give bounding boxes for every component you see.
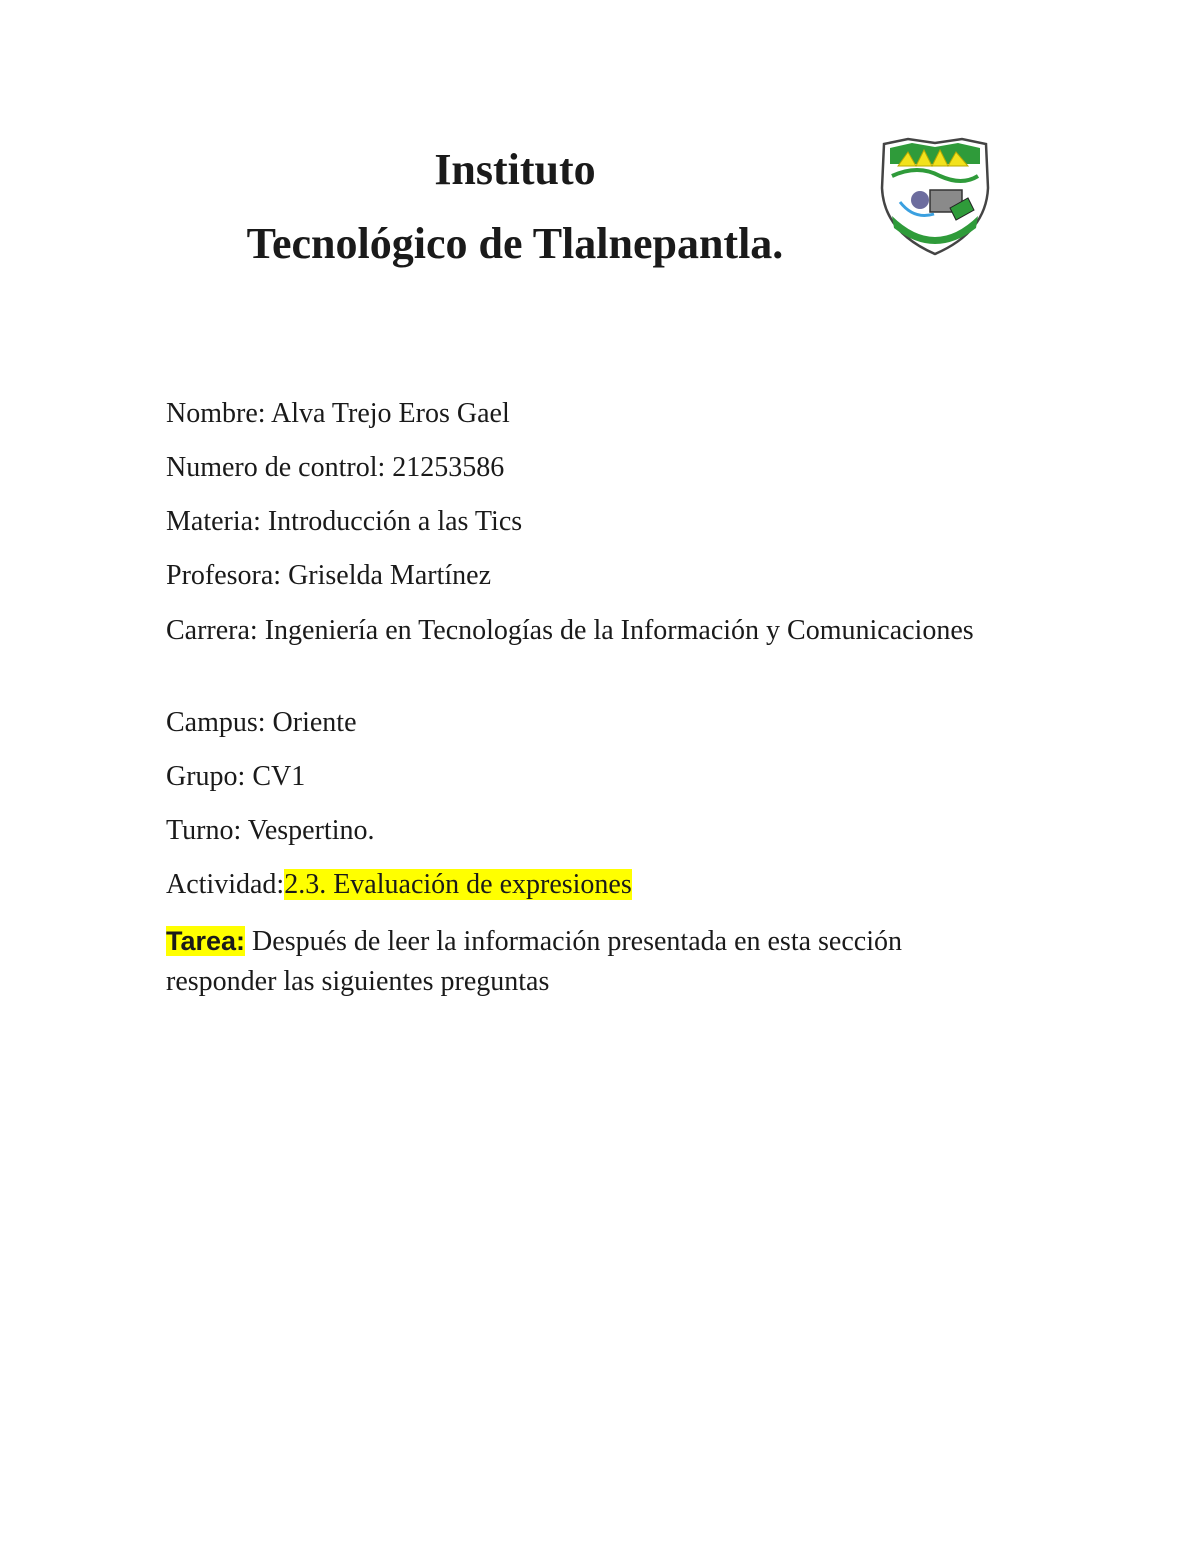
tarea-text: Después de leer la información presentada en esta sección responder las siguientes preguntas (166, 926, 902, 997)
field-nombre: Nombre: Alva Trejo Eros Gael (166, 398, 510, 429)
field-actividad (166, 866, 1032, 904)
actividad-value-highlighted: 2.3. Evaluación de expresiones (284, 869, 632, 900)
field-campus: Campus: Oriente (166, 707, 357, 738)
field-numero-control: Numero de control: 21253586 (166, 452, 505, 483)
institute-crest-logo (878, 136, 992, 258)
actividad-label: Actividad: (166, 869, 285, 900)
title-line-1: Instituto (434, 145, 596, 194)
field-materia: Materia: Introducción a las Tics (166, 506, 523, 537)
field-grupo: Grupo: CV1 (166, 761, 306, 792)
field-turno: Turno: Vespertino. (166, 815, 375, 846)
field-profesora: Profesora: Griselda Martínez (166, 560, 491, 591)
tarea-label-highlighted: Tarea: (166, 926, 246, 956)
title-line-2: Tecnológico de Tlalnepantla. (246, 219, 784, 268)
field-carrera: Carrera: Ingeniería en Tecnologías de la Información y Comunicaciones (166, 615, 974, 646)
field-tarea (166, 921, 996, 1002)
